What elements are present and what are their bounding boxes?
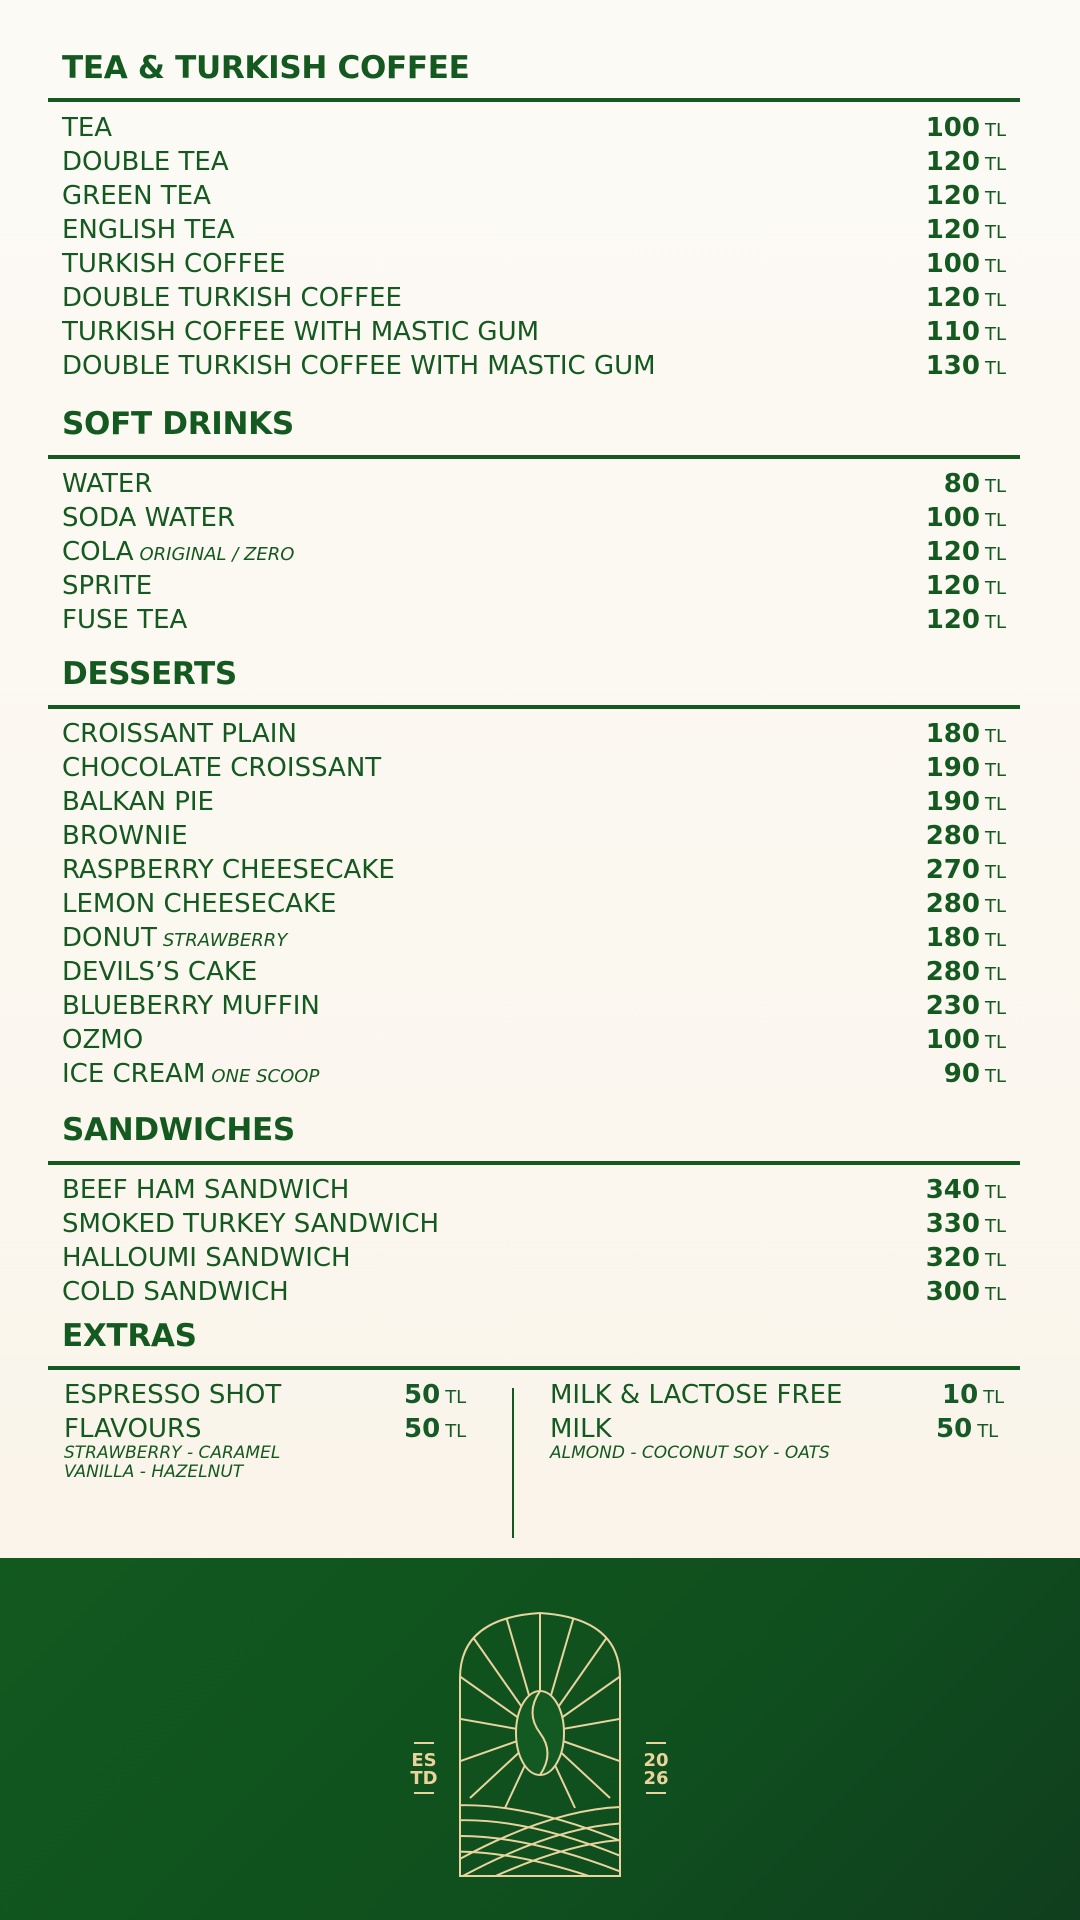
menu-item [62, 283, 1006, 317]
section-title: EXTRAS [62, 1318, 197, 1354]
menu-item [62, 469, 1006, 503]
menu-item [62, 1059, 1006, 1093]
section-divider [48, 705, 1020, 709]
item-price: 180 TL [925, 719, 1006, 749]
item-note: ORIGINAL / ZERO [139, 544, 295, 565]
menu-item [62, 351, 1006, 385]
section-title: SOFT DRINKS [62, 406, 294, 442]
menu-item [62, 537, 1006, 571]
extra-item-price: 50 TL [404, 1414, 467, 1444]
item-name: TURKISH COFFEE [62, 249, 286, 279]
item-name: BROWNIE [62, 821, 188, 851]
item-price: 100 TL [925, 1025, 1006, 1055]
extra-item-name: FLAVOURS [64, 1414, 202, 1444]
item-price: 270 TL [925, 855, 1006, 885]
item-price: 280 TL [925, 957, 1006, 987]
item-price: 280 TL [925, 821, 1006, 851]
item-price: 110 TL [925, 317, 1006, 347]
item-name: COLA [62, 537, 134, 567]
item-price: 120 TL [925, 605, 1006, 635]
item-note: STRAWBERRY [162, 930, 288, 951]
menu-item [62, 1277, 1006, 1311]
item-price: 280 TL [925, 889, 1006, 919]
extra-item-options: VANILLA - HAZELNUT [64, 1462, 244, 1482]
menu-item [62, 317, 1006, 351]
year-rule-bottom [646, 1792, 666, 1794]
item-name: SMOKED TURKEY SANDWICH [62, 1209, 440, 1239]
item-price: 100 TL [925, 249, 1006, 279]
extra-item-price: 50 TL [936, 1414, 999, 1444]
section-divider [48, 98, 1020, 102]
menu-item [62, 1175, 1006, 1209]
item-name: BALKAN PIE [62, 787, 214, 817]
extra-item-options: STRAWBERRY - CARAMEL [64, 1443, 281, 1463]
item-note: ONE SCOOP [211, 1066, 320, 1087]
year-rule-top [646, 1742, 666, 1744]
menu-item [62, 855, 1006, 889]
item-name: DONUT [62, 923, 157, 953]
menu-item [62, 957, 1006, 991]
item-name: HALLOUMI SANDWICH [62, 1243, 351, 1273]
item-name: CHOCOLATE CROISSANT [62, 753, 382, 783]
item-price: 180 TL [925, 923, 1006, 953]
item-name: BLUEBERRY MUFFIN [62, 991, 320, 1021]
footer-band [0, 1558, 1080, 1920]
column-divider [512, 1388, 514, 1538]
item-price: 100 TL [925, 503, 1006, 533]
item-price: 120 TL [925, 283, 1006, 313]
menu-item [62, 719, 1006, 753]
menu-item [62, 113, 1006, 147]
item-name: GREEN TEA [62, 181, 211, 211]
menu-item [62, 571, 1006, 605]
item-name: ICE CREAM [62, 1059, 206, 1089]
item-price: 80 TL [943, 469, 1006, 499]
est-rule-top [414, 1742, 434, 1744]
item-price: 320 TL [925, 1243, 1006, 1273]
item-name: OZMO [62, 1025, 144, 1055]
menu-item [62, 787, 1006, 821]
est-rule-bottom [414, 1792, 434, 1794]
menu-item [62, 1025, 1006, 1059]
coffee-bean-arch-logo-icon [0, 1558, 1080, 1920]
item-price: 230 TL [925, 991, 1006, 1021]
est-label: ES TD [410, 1750, 438, 1789]
item-name: DEVILS’S CAKE [62, 957, 258, 987]
item-price: 120 TL [925, 181, 1006, 211]
year-label: 20 26 [643, 1750, 669, 1789]
extra-item-name: ESPRESSO SHOT [64, 1380, 282, 1410]
extra-item-name: MILK & LACTOSE FREE [550, 1380, 843, 1410]
menu-item [62, 147, 1006, 181]
section-title: TEA & TURKISH COFFEE [62, 50, 470, 86]
extra-item-name: MILK [550, 1414, 612, 1444]
item-price: 130 TL [925, 351, 1006, 381]
item-name: LEMON CHEESECAKE [62, 889, 337, 919]
item-name: SPRITE [62, 571, 153, 601]
section-divider [48, 1161, 1020, 1165]
menu-item [62, 821, 1006, 855]
section-title: SANDWICHES [62, 1112, 295, 1148]
item-price: 90 TL [943, 1059, 1006, 1089]
item-name: WATER [62, 469, 153, 499]
item-price: 190 TL [925, 753, 1006, 783]
menu-item [62, 991, 1006, 1025]
menu-item [62, 249, 1006, 283]
item-name: TURKISH COFFEE WITH MASTIC GUM [62, 317, 540, 347]
item-name: DOUBLE TURKISH COFFEE WITH MASTIC GUM [62, 351, 656, 381]
item-name: DOUBLE TEA [62, 147, 229, 177]
menu-item [62, 753, 1006, 787]
extra-item-price: 50 TL [404, 1380, 467, 1410]
menu-item [62, 923, 1006, 957]
item-name: RASPBERRY CHEESECAKE [62, 855, 395, 885]
menu-item [62, 1243, 1006, 1277]
item-price: 100 TL [925, 113, 1006, 143]
menu-item [62, 605, 1006, 639]
item-price: 190 TL [925, 787, 1006, 817]
item-price: 330 TL [925, 1209, 1006, 1239]
item-price: 120 TL [925, 571, 1006, 601]
item-price: 120 TL [925, 537, 1006, 567]
item-name: SODA WATER [62, 503, 236, 533]
section-divider [48, 455, 1020, 459]
item-name: COLD SANDWICH [62, 1277, 289, 1307]
section-title: DESSERTS [62, 656, 237, 692]
item-name: DOUBLE TURKISH COFFEE [62, 283, 402, 313]
item-price: 300 TL [925, 1277, 1006, 1307]
menu-item [62, 1209, 1006, 1243]
item-price: 340 TL [925, 1175, 1006, 1205]
menu-item [62, 181, 1006, 215]
menu-item [62, 215, 1006, 249]
item-name: BEEF HAM SANDWICH [62, 1175, 350, 1205]
item-price: 120 TL [925, 147, 1006, 177]
item-price: 120 TL [925, 215, 1006, 245]
item-name: CROISSANT PLAIN [62, 719, 297, 749]
item-name: FUSE TEA [62, 605, 188, 635]
extra-item-price: 10 TL [942, 1380, 1005, 1410]
menu-item [62, 503, 1006, 537]
menu-item [62, 889, 1006, 923]
item-name: TEA [62, 113, 113, 143]
extra-item-options: ALMOND - COCONUT SOY - OATS [550, 1443, 830, 1463]
section-divider [48, 1366, 1020, 1370]
item-name: ENGLISH TEA [62, 215, 235, 245]
